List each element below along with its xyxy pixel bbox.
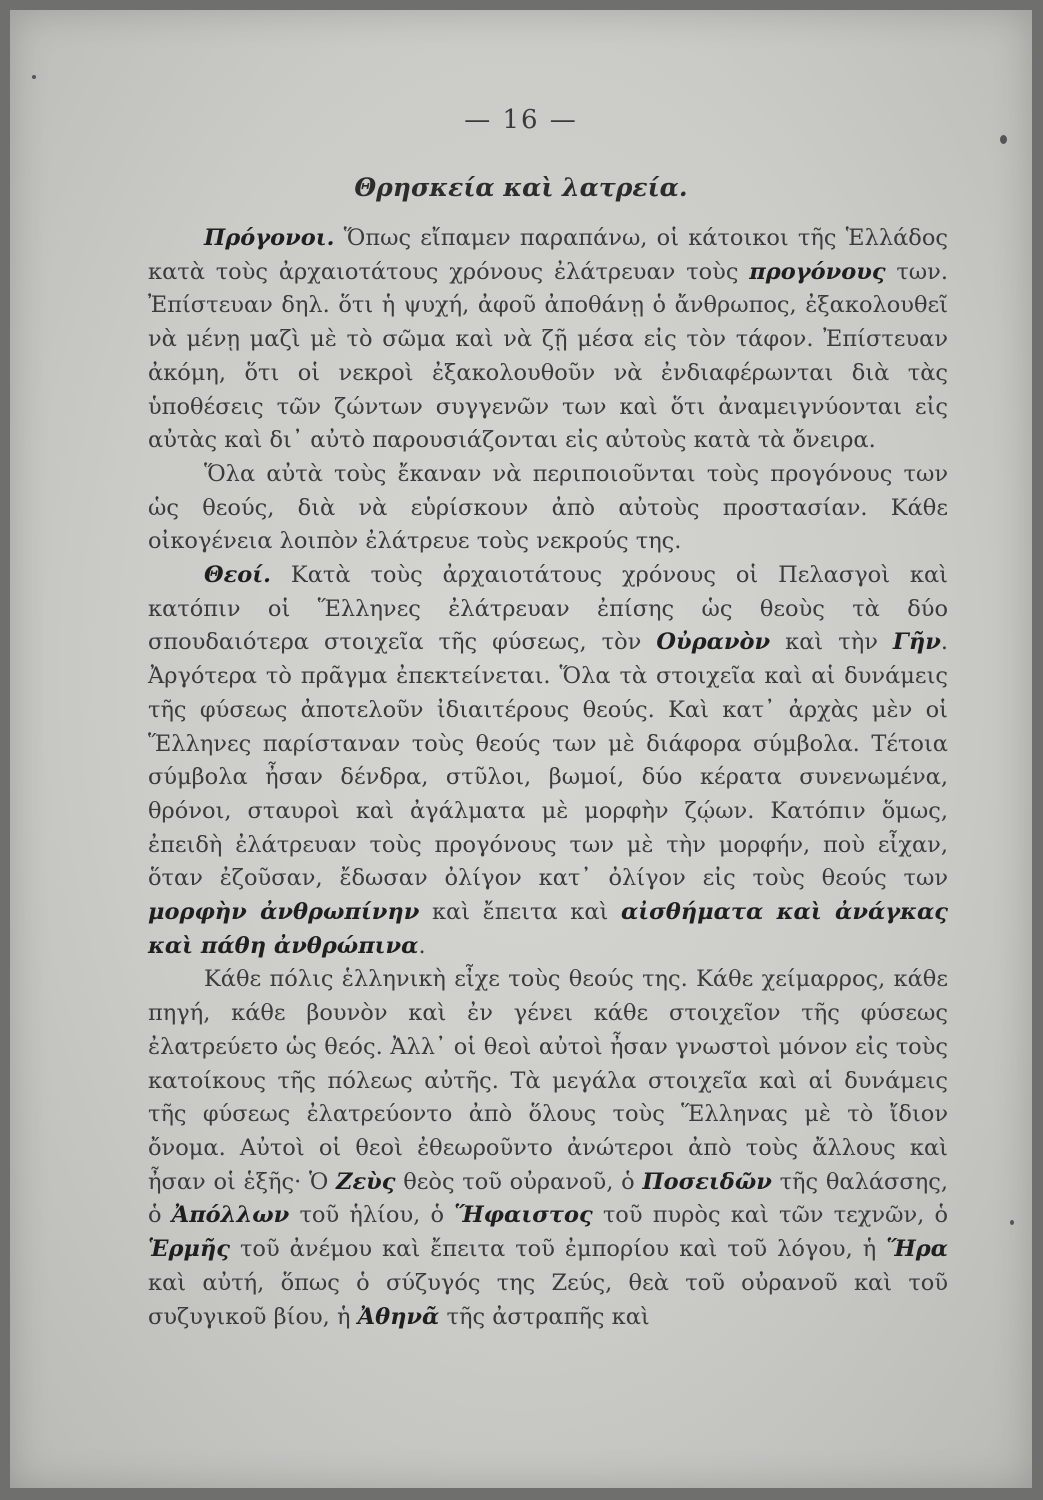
text-run: τῆς θαλάσσης, ὁ: [148, 1168, 948, 1229]
text-run: Ὅλα αὐτὰ τοὺς ἔκαναν νὰ περιποιοῦνται τοὺς προγόνους των ὡς θεούς, διὰ νὰ εὑρίσκουν ἀπὸ αὐτοὺς προστασίαν. Κάθε οἰκογένεια λοιπὸν ἐλάτρευε τοὺς νεκρούς της.: [148, 460, 948, 555]
god-name: Ἀθηνᾶ: [357, 1303, 440, 1330]
paragraph-lead: Θεοί.: [204, 562, 272, 589]
paragraph-ancestor-worship: [148, 458, 948, 559]
text-run: καὶ τὴν: [770, 629, 893, 656]
text-run: των. Ἐπίστευαν δηλ. ὅτι ἡ ψυχή, ἀφοῦ ἀποθάνῃ ὁ ἄνθρωπος, ἐξακολουθεῖ νὰ μένῃ μαζὶ μὲ τὸ σῶμα καὶ νὰ ζῇ μέσα εἰς τὸν τάφον. Ἐπίστευαν ἀκόμη, ὅτι οἱ νεκροὶ ἐξακολουθοῦν νὰ ἐνδιαφέρωνται διὰ τὰς ὑποθέσεις τῶν ζώντων συγγενῶν των καὶ ὅτι ἀναμειγνύονται εἰς αὐτὰς καὶ δι᾽ αὐτὸ παρουσιάζονται εἰς αὐτοὺς κατὰ τὰ ὄνειρα.: [148, 258, 948, 454]
god-name: Ἑρμῆς: [148, 1236, 230, 1263]
text-run: Ὅπως εἴπαμεν παραπάνω, οἱ κάτοικοι τῆς Ἑλλάδος κατὰ τοὺς ἀρχαιοτάτους χρόνους ἐλάτρευαν τοὺς: [148, 225, 948, 285]
emphasis-term: Γῆν: [892, 629, 941, 656]
text-run: τοῦ ἀνέμου καὶ ἔπειτα τοῦ ἐμπορίου καὶ τοῦ λόγου, ἡ: [229, 1236, 887, 1263]
text-run: Κατὰ τοὺς ἀρχαιοτάτους χρόνους οἱ Πελασγοὶ καὶ κατόπιν οἱ Ἕλληνες ἐλάτρευαν ἐπίσης ὡς θεοὺς τὰ δύο σπουδαιότερα στοιχεῖα τῆς φύσεως, τὸν: [148, 562, 948, 656]
text-run: καὶ αὐτή, ὅπως ὁ σύζυγός της Ζεύς, θεὰ τοῦ οὐρανοῦ καὶ τοῦ συζυγικοῦ βίου, ἡ: [148, 1269, 948, 1330]
paragraph-olympian-gods: [148, 963, 948, 1334]
text-run: τοῦ πυρὸς καὶ τῶν τεχνῶν, ὁ: [592, 1202, 949, 1229]
paper-speck: [1010, 1220, 1014, 1225]
paragraph-lead: Πρόγονοι.: [204, 225, 335, 251]
god-name: Ἥφαιστος: [454, 1202, 593, 1229]
emphasis-term: μορφὴν ἀνθρωπίνην: [148, 899, 420, 926]
god-name: Ζεὺς: [336, 1168, 396, 1195]
text-run: θεὸς τοῦ οὐρανοῦ, ὁ: [395, 1168, 643, 1195]
emphasis-term: Οὐρανὸν: [656, 629, 771, 656]
body-text: [148, 222, 948, 1334]
emphasis-term: προγόνους: [749, 258, 886, 285]
book-page: [10, 10, 1032, 1488]
god-name: Ἥρα: [886, 1236, 948, 1263]
paper-speck: [1000, 135, 1007, 144]
text-run: .: [418, 932, 426, 959]
text-run: Κάθε πόλις ἑλληνικὴ εἶχε τοὺς θεούς της. Κάθε χείμαρρος, κάθε πηγή, κάθε βουνὸν καὶ ἐν γένει κάθε στοιχεῖον τῆς φύσεως ἐλατρεύετο ὡς θεός. Ἀλλ᾽ οἱ θεοὶ αὐτοὶ ἦσαν γνωστοὶ μόνον εἰς τοὺς κατοίκους τῆς πόλεως αὐτῆς. Τὰ μεγάλα στοιχεῖα καὶ αἱ δυνάμεις τῆς φύσεως ἐλατρεύοντο ἀπὸ ὅλους τοὺς Ἕλληνας μὲ τὸ ἴδιον ὄνομα. Αὐτοὶ οἱ θεοὶ ἐθεωροῦντο ἀνώτεροι ἀπὸ τοὺς ἄλλους καὶ ἦσαν οἱ ἑξῆς· Ὁ: [148, 966, 948, 1195]
page-number: — 16 —: [464, 105, 578, 135]
paragraph-gods: [148, 559, 948, 963]
paragraph-ancestors: [148, 222, 948, 458]
section-title: Θρησκεία καὶ λατρεία.: [354, 173, 688, 202]
god-name: Ποσειδῶν: [642, 1168, 772, 1195]
emphasis-term: αἰσθήματα καὶ ἀνάγκας καὶ πάθη ἀνθρώπινα: [148, 899, 948, 959]
text-run: τοῦ ἡλίου, ὁ: [289, 1202, 455, 1229]
text-run: καὶ ἔπειτα καὶ: [419, 899, 621, 926]
paper-speck: [32, 75, 36, 79]
text-run: . Ἀργότερα τὸ πρᾶγμα ἐπεκτείνεται. Ὅλα τὰ στοιχεῖα καὶ αἱ δυνάμεις τῆς φύσεως ἀποτελοῦν ἰδιαιτέρους θεούς. Καὶ κατ᾽ ἀρχὰς μὲν οἱ Ἕλληνες παρίσταναν τοὺς θεούς των μὲ διάφορα σύμβολα. Τέτοια σύμβολα ἦσαν δένδρα, στῦλοι, βωμοί, δύο κέρατα συνενωμένα, θρόνοι, σταυροὶ καὶ ἀγάλματα μὲ μορφὴν ζῴων. Κατόπιν ὅμως, ἐπειδὴ ἐλάτρευαν τοὺς προγόνους των μὲ τὴν μορφήν, ποὺ εἶχαν, ὅταν ἐζοῦσαν, ἔδωσαν ὀλίγον κατ᾽ ὀλίγον εἰς τοὺς θεούς των: [148, 629, 949, 892]
god-name: Ἀπόλλων: [171, 1202, 290, 1229]
text-run: τῆς ἀστραπῆς καὶ: [439, 1303, 650, 1330]
